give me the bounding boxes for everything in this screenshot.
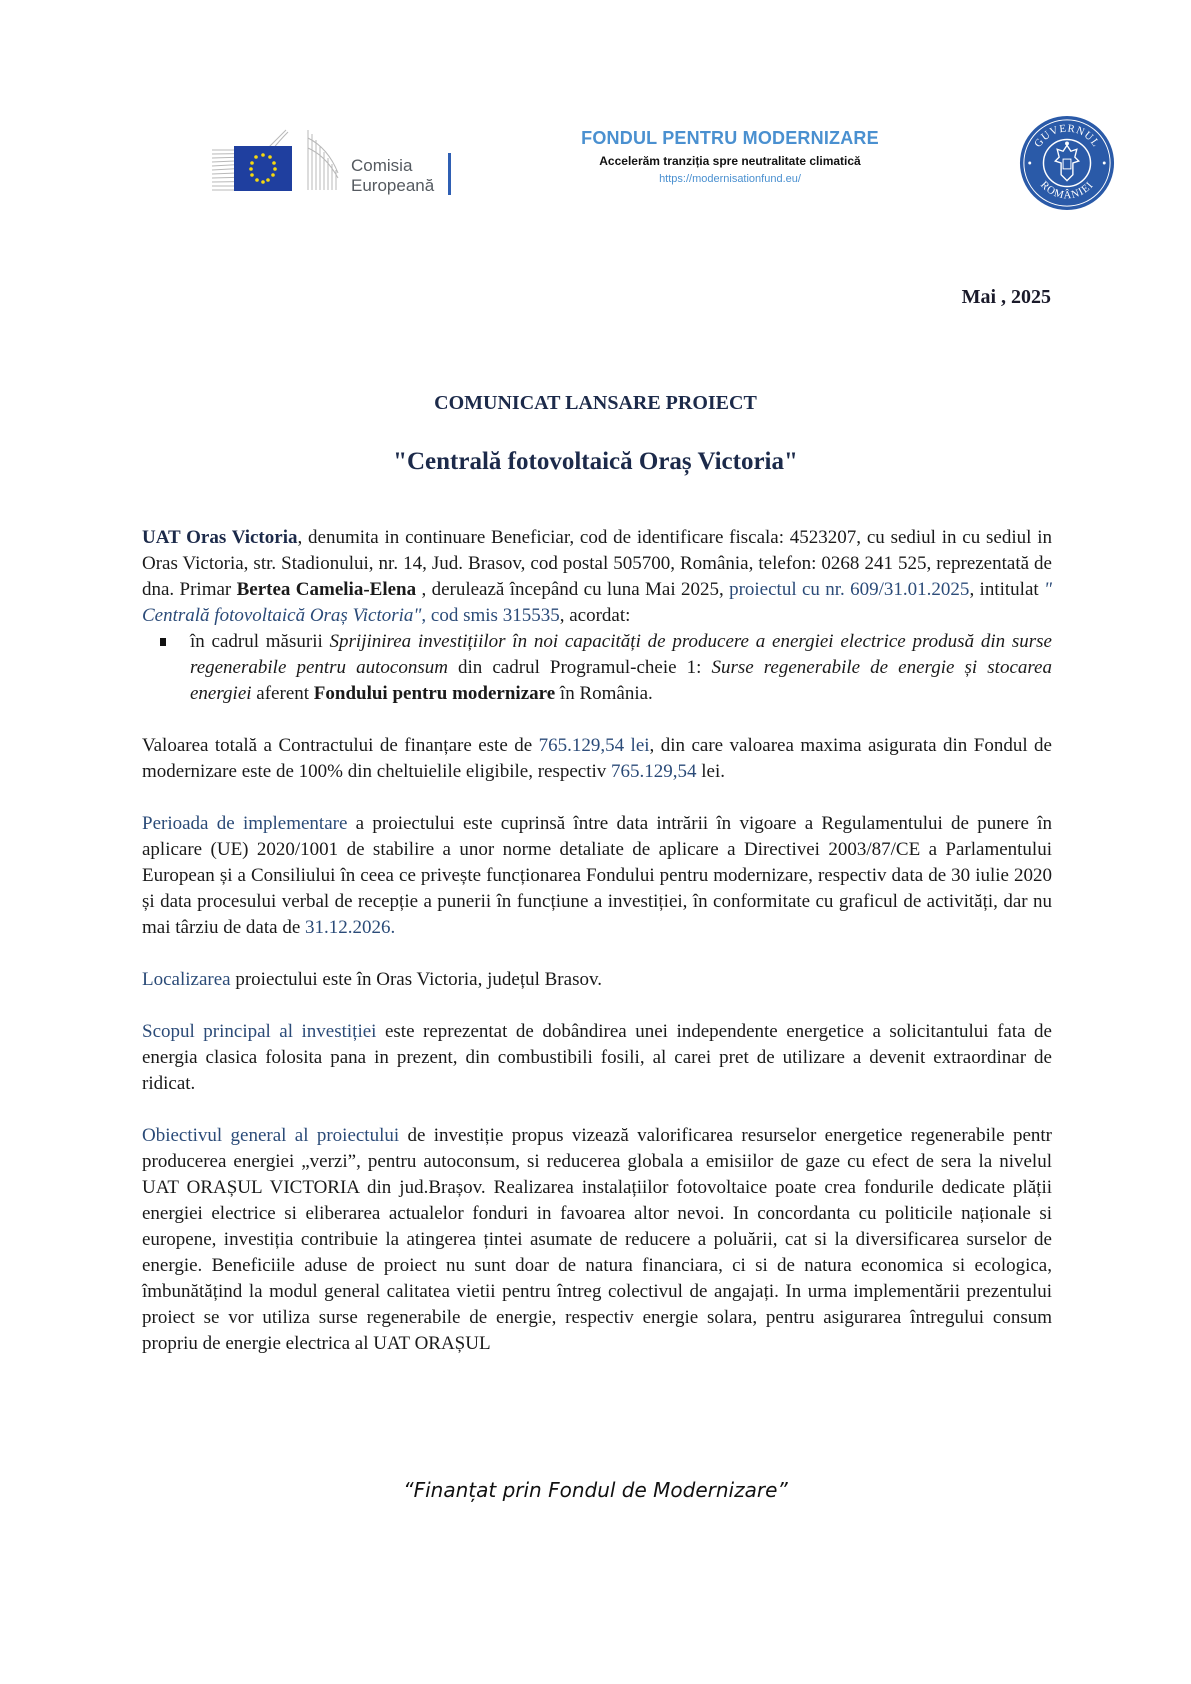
scope-label: Scopul principal al investiției [142,1021,377,1042]
project-title: "Centrală fotovoltaică Oraș Victoria" [393,448,798,475]
location-label: Localizarea [142,969,231,990]
beneficiary-name: UAT Oras Victoria [142,527,298,548]
modernisation-fund-logo [540,128,920,185]
project-title-inline: " Centrală fotovoltaică Oraș Victoria" [142,579,1052,626]
ec-logo-text: Comisia Europeană [351,156,435,195]
period-label: Perioada de implementare [142,813,348,834]
document-body [142,525,1052,1383]
total-value: 765.129,54 lei [538,735,650,756]
measures-list [142,629,1052,707]
objective-label: Obiectivul general al proiectului [142,1125,400,1146]
svg-text:GUVERNUL: GUVERNUL [1031,122,1103,150]
mayor-name: Bertea Camelia-Elena [236,579,417,600]
funding-footer: “Finanțat prin Fondul de Modernizare” [403,1478,788,1502]
list-item: în cadrul măsurii Sprijinirea investițiilor în noi capacități de producere a energiei electrice produsă din surse regenerabile pentru autoconsum din cadrul Programul-cheie 1: Surse regenerabile de energie și stocarea energiei aferent Fondului pentru modernizare în România. [190,629,1052,707]
european-commission-logo [208,128,458,198]
document-date: Mai , 2025 [961,286,1051,308]
objective-paragraph: Obiectivul general al proiectului de investiție propus vizează valorificarea resurselor energetice regenerabile pentr producerea energiei „verzi”, pentru autoconsum, si reducerea globala a emisiilor de gaze cu efect de sera la nivelul UAT ORAȘUL VICTORIA din jud.Brașov. Realizarea instalațiilor fotovoltaice poate crea fondurile dedicate plății energiei electrice si eliberarea actualelor fonduri in favoarea altor nevoi. In concordanta cu politicile naționale si europene, investiția contribuie la atingerea țintei asumate de reducere a poluării, cat si la diversificarea surselor de energie. Beneficiile aduse de proiect nu sunt doar de natura financiara, ci si de natura economica si ecologica, îmbunătățind la modul general calitatea vietii pentru întreg colectivul de angajați. In urma implementării prezentului proiect se vor utiliza surse regenerabile de energie, respectiv energie solara, pentru asigurarea întregului consum propriu de energie electrica al UAT ORAȘUL [142,1125,1052,1354]
scope-paragraph: Scopul principal al investiției este reprezentat de dobândirea unei independente energetice a solicitantului fata de energia clasica folosita pana in prezent, din combustibili fosili, al carei pret de utilizare a devenit extraordinar de ridicat. [142,1021,1052,1094]
fund-subtitle: Accelerăm tranziția spre neutralitate climatică [599,154,861,168]
period-paragraph: Perioada de implementare a proiectului este cuprinsă între data intrării în vigoare a Regulamentului de punere în aplicare (UE) 2020/1001 de stabilire a unor norme detaliate de aplicare a Directivei 2003/87/CE a Parlamentului European și a Consiliului în ceea ce privește funcționarea Fondului pentru modernizare, respectiv data de 30 iulie 2020 și data procesului verbal de recepție a punerii în funcțiune a investiției, în conformitate cu graficul de activități, dar nu mai târziu de data de 31.12.2026. [142,813,1052,938]
end-date: 31.12.2026. [305,917,396,938]
fund-title: FONDUL PENTRU MODERNIZARE [581,128,879,148]
romanian-government-seal-icon [1018,114,1116,212]
ec-building-icon [208,128,368,198]
smis-code: , cod smis 315535 [421,605,560,626]
project-number: proiectul cu nr. 609/31.01.2025 [729,579,970,600]
ec-logo-divider [448,153,451,195]
svg-text:ROMÂNIEI: ROMÂNIEI [1037,178,1097,202]
location-paragraph: Localizarea proiectului este în Oras Victoria, județul Brasov. [142,969,602,990]
eligible-value: 765.129,54 [611,761,697,782]
document-heading: COMUNICAT LANSARE PROIECT [434,392,757,414]
intro-paragraph: UAT Oras Victoria, denumita in continuare Beneficiar, cod de identificare fiscala: 4523207, cu sediul in cu sediul in Oras Victoria, str. Stadionului, nr. 14, Jud. Brasov, cod postal 505700, România, telefon: 0268 241 525, reprezentată de dna. Primar Bertea Camelia-Elena , derulează începând cu luna Mai 2025, proiectul cu nr. 609/31.01.2025, intitulat " Centrală fotovoltaică Oraș Victoria", cod smis 315535, acordat: [142,527,1052,626]
value-paragraph: Valoarea totală a Contractului de finanțare este de 765.129,54 lei, din care valoarea maxima asigurata din Fondul de modernizare este de 100% din cheltuielile eligibile, respectiv 765.129,54 lei. [142,735,1052,782]
fund-url-link[interactable]: https://modernisationfund.eu/ [659,173,801,185]
